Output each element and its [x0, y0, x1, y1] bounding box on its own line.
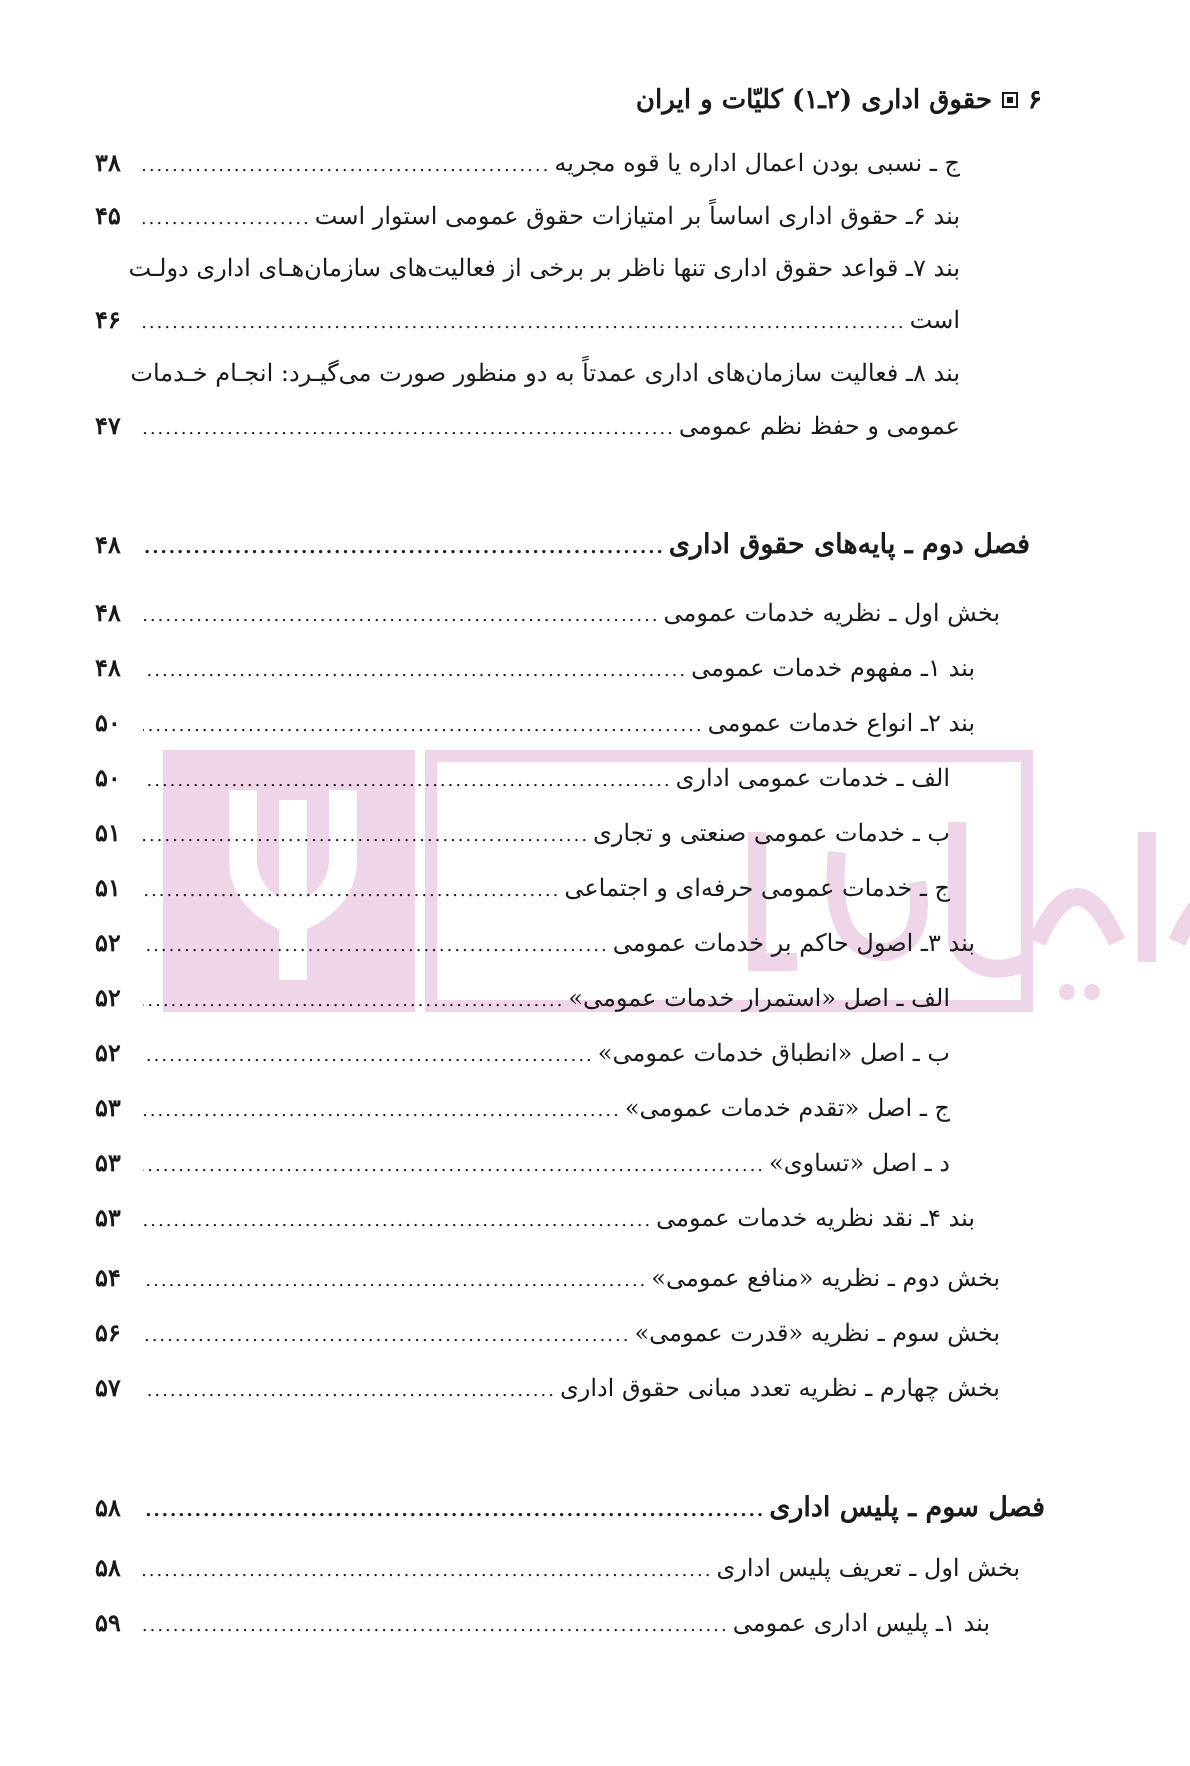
toc-entry-label: بند ۳ـ اصول حاکم بر خدمات عمومی — [612, 929, 975, 957]
dot-leader — [143, 1313, 630, 1359]
toc-entry-label: بند ۱ـ مفهوم خدمات عمومی — [691, 654, 975, 682]
toc-entry-label: بند ۴ـ نقد نظریه خدمات عمومی — [656, 1204, 975, 1232]
toc-entry[interactable] — [95, 1085, 950, 1131]
toc-entry-page: ۵۱ — [95, 873, 121, 902]
toc-entry-page: ۴۸ — [95, 598, 121, 627]
toc-entry[interactable] — [95, 193, 960, 239]
dot-leader — [143, 1368, 556, 1414]
toc-entry-label: بخش چهارم ـ نظریه تعدد مبانی حقوق اداری — [559, 1374, 1000, 1402]
dot-leader — [143, 406, 675, 452]
toc-entry[interactable] — [95, 297, 960, 343]
dot-leader — [143, 813, 589, 859]
dot-leader — [143, 1603, 729, 1649]
toc-entry-label: بند ۱ـ پلیس اداری عمومی — [732, 1609, 990, 1637]
toc-entry-label: بخش اول ـ تعریف پلیس اداری — [716, 1554, 1020, 1582]
toc-entry[interactable] — [95, 1030, 950, 1076]
toc-entry-label: بند ۲ـ انواع خدمات عمومی — [707, 709, 975, 737]
toc-chapter-entry[interactable] — [95, 1485, 1045, 1531]
dot-leader — [143, 978, 564, 1024]
toc-chapter-entry[interactable] — [95, 522, 1030, 568]
toc-entry-label: الف ـ خدمات عمومی اداری — [675, 764, 950, 792]
toc-entry-page: ۵۶ — [95, 1318, 121, 1347]
dot-leader — [143, 868, 560, 914]
dot-leader — [143, 758, 672, 804]
square-bullet-icon — [1002, 92, 1018, 108]
dot-leader — [143, 1548, 712, 1594]
toc-entry-page: ۵۳ — [95, 1093, 121, 1122]
toc-entry-label: د ـ اصل «تساوی» — [769, 1149, 950, 1177]
toc-entry-page: ۵۲ — [95, 928, 121, 957]
toc-entry-first-line: بند ۷ـ قواعد حقوق اداری تنها ناظر بر برخی از فعالیت‌های سازمان‌هـای اداری دولـت — [128, 254, 960, 282]
toc-entry-label: بخش سوم ـ نظریه «قدرت عمومی» — [634, 1319, 1000, 1347]
toc-entry-label: فصل دوم ـ پایه‌های حقوق اداری — [668, 529, 1030, 560]
toc-entry-page: ۵۳ — [95, 1148, 121, 1177]
dot-leader — [143, 1088, 621, 1134]
toc-entry-label: فصل سوم ـ پلیس اداری — [769, 1492, 1045, 1523]
toc-entry-label: ج ـ نسبی بودن اعمال اداره یا قوه مجریه — [554, 149, 960, 177]
toc-entry[interactable] — [95, 403, 960, 449]
dot-leader — [143, 703, 704, 749]
toc-entry-page: ۵۱ — [95, 818, 121, 847]
toc-entry-label: ب ـ اصل «انطباق خدمات عمومی» — [597, 1039, 950, 1067]
toc-entry-label: ج ـ خدمات عمومی حرفه‌ای و اجتماعی — [564, 874, 950, 902]
toc-entry[interactable] — [95, 1545, 1020, 1591]
toc-entry-page: ۵۰ — [95, 763, 121, 792]
toc-entry-page: ۵۸ — [95, 1553, 121, 1582]
toc-entry-page: ۵۸ — [95, 1493, 121, 1522]
toc-entry-label: ج ـ اصل «تقدم خدمات عمومی» — [624, 1094, 950, 1122]
toc-entry-page: ۵۳ — [95, 1203, 121, 1232]
running-header — [636, 78, 1042, 122]
toc-entry-page: ۳۸ — [95, 148, 121, 177]
toc-entry-page: ۴۵ — [95, 201, 121, 230]
dot-leader — [143, 1488, 765, 1534]
dot-leader — [143, 1033, 594, 1079]
dot-leader — [143, 1258, 647, 1304]
dot-leader — [143, 143, 550, 189]
toc-entry-page: ۵۲ — [95, 1038, 121, 1067]
toc-entry-label: الف ـ اصل «استمرار خدمات عمومی» — [568, 984, 950, 1012]
toc-entry-page: ۵۷ — [95, 1373, 121, 1402]
toc-entry-label: است — [909, 306, 960, 334]
dot-leader — [143, 1143, 765, 1189]
toc-entry[interactable] — [95, 865, 950, 911]
toc-entry-page: ۵۹ — [95, 1608, 121, 1637]
dot-leader — [143, 1198, 652, 1244]
toc-entry-label: عمومی و حفظ نظم عمومی — [678, 412, 960, 440]
toc-entry-label: بند ۶ـ حقوق اداری اساساً بر امتیازات حقوق عمومی استوار است — [314, 202, 960, 230]
toc-entry-page: ۵۴ — [95, 1263, 121, 1292]
dot-leader — [143, 648, 687, 694]
toc-entry-page: ۵۰ — [95, 708, 121, 737]
toc-entry-page: ۴۶ — [95, 305, 121, 334]
toc-entry[interactable] — [95, 140, 960, 186]
book-title: حقوق اداری (۲ـ۱) کلیّات و ایران — [635, 85, 993, 115]
dot-leader — [143, 525, 665, 571]
toc-entry[interactable] — [95, 975, 950, 1021]
toc-entry-label: بخش اول ـ نظریه خدمات عمومی — [663, 599, 1000, 627]
dot-leader — [143, 196, 311, 242]
dot-leader — [143, 593, 660, 639]
toc-entry-page: ۵۲ — [95, 983, 121, 1012]
toc-entry[interactable] — [95, 1600, 990, 1646]
toc-entry[interactable] — [95, 1365, 1000, 1411]
toc-entry[interactable] — [95, 1195, 975, 1241]
toc-entry-first-line: بند ۸ـ فعالیت سازمان‌های اداری عمدتاً به دو منظور صورت می‌گیـرد: انجـام خـدمات — [130, 359, 960, 387]
dot-leader — [143, 300, 906, 346]
toc-entry[interactable] — [95, 1310, 1000, 1356]
toc-entry[interactable] — [95, 700, 975, 746]
dot-leader — [143, 923, 609, 969]
toc-entry[interactable] — [95, 645, 975, 691]
toc-entry-label: بخش دوم ـ نظریه «منافع عمومی» — [651, 1264, 1000, 1292]
toc-entry[interactable] — [95, 755, 950, 801]
toc-entry-page: ۴۸ — [95, 530, 121, 559]
toc-entry-page: ۴۷ — [95, 411, 121, 440]
toc-entry[interactable] — [95, 920, 975, 966]
toc-entry-page: ۴۸ — [95, 653, 121, 682]
toc-entry[interactable] — [95, 810, 950, 856]
toc-entry-label: ب ـ خدمات عمومی صنعتی و تجاری — [593, 819, 950, 847]
toc-entry[interactable] — [95, 1140, 950, 1186]
toc-entry[interactable] — [95, 1255, 1000, 1301]
page-number: ۶ — [1028, 85, 1042, 115]
toc-entry[interactable] — [95, 590, 1000, 636]
